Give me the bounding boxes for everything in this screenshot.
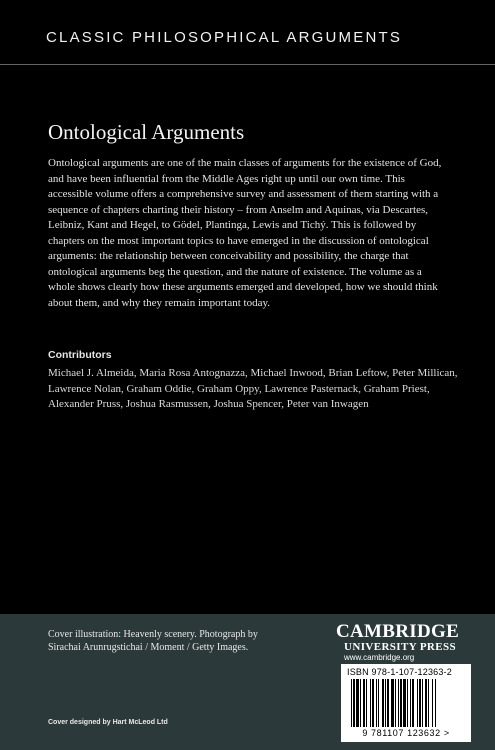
barcode-panel [341, 664, 471, 742]
barcode-icon [351, 679, 463, 727]
book-title: Ontological Arguments [48, 120, 245, 144]
series-divider [0, 64, 495, 65]
publisher-url: www.cambridge.org [344, 653, 415, 662]
contributors-list: Michael J. Almeida, Maria Rosa Antognazza, Michael Inwood, Brian Leftow, Peter Millican, Lawrence Nolan, Graham Oddie, Graham Oppy, Lawrence Pasternack, Graham Priest, Alexander Pruss, Joshua Rasmussen, Joshua Spencer, Peter van Inwagen [48, 367, 458, 410]
cover-illustration-credit: Cover illustration: Heavenly scenery. Photograph by Sirachai Arunrugstichai / Moment / Getty Images. [48, 629, 258, 653]
isbn-label: ISBN 978-1-107-12363-2 [347, 667, 452, 677]
barcode-digits: 9 781107 123632 > [362, 728, 450, 738]
publisher-name: CAMBRIDGE [336, 621, 460, 642]
series-header [0, 0, 495, 70]
publisher-subtitle: UNIVERSITY PRESS [344, 641, 457, 653]
book-description: Ontological arguments are one of the main classes of arguments for the existence of God, and have been influential from the Middle Ages right up until our own time. This accessible volume offers a comprehensive survey and assessment of them starting with a sequence of chapters charting their history – from Anselm and Aquinas, via Descartes, Leibniz, Kant and Hegel, to Gödel, Plantinga, Lewis and Tichý. This is followed by chapters on the most important topics to have emerged in the discussion of ontological arguments: the relationship between conceivability and possibility, the charge that ontological arguments beg the question, and the nature of existence. The volume as a whole shows clearly how these arguments emerged and developed, how we should think about them, and why they remain important today. [48, 157, 442, 309]
footer-band [0, 614, 495, 750]
publisher-logo [336, 621, 460, 663]
contributors-heading: Contributors [48, 349, 112, 361]
series-name: CLASSIC PHILOSOPHICAL ARGUMENTS [46, 29, 403, 46]
cover-designer-credit: Cover designed by Hart McLeod Ltd [48, 719, 168, 726]
